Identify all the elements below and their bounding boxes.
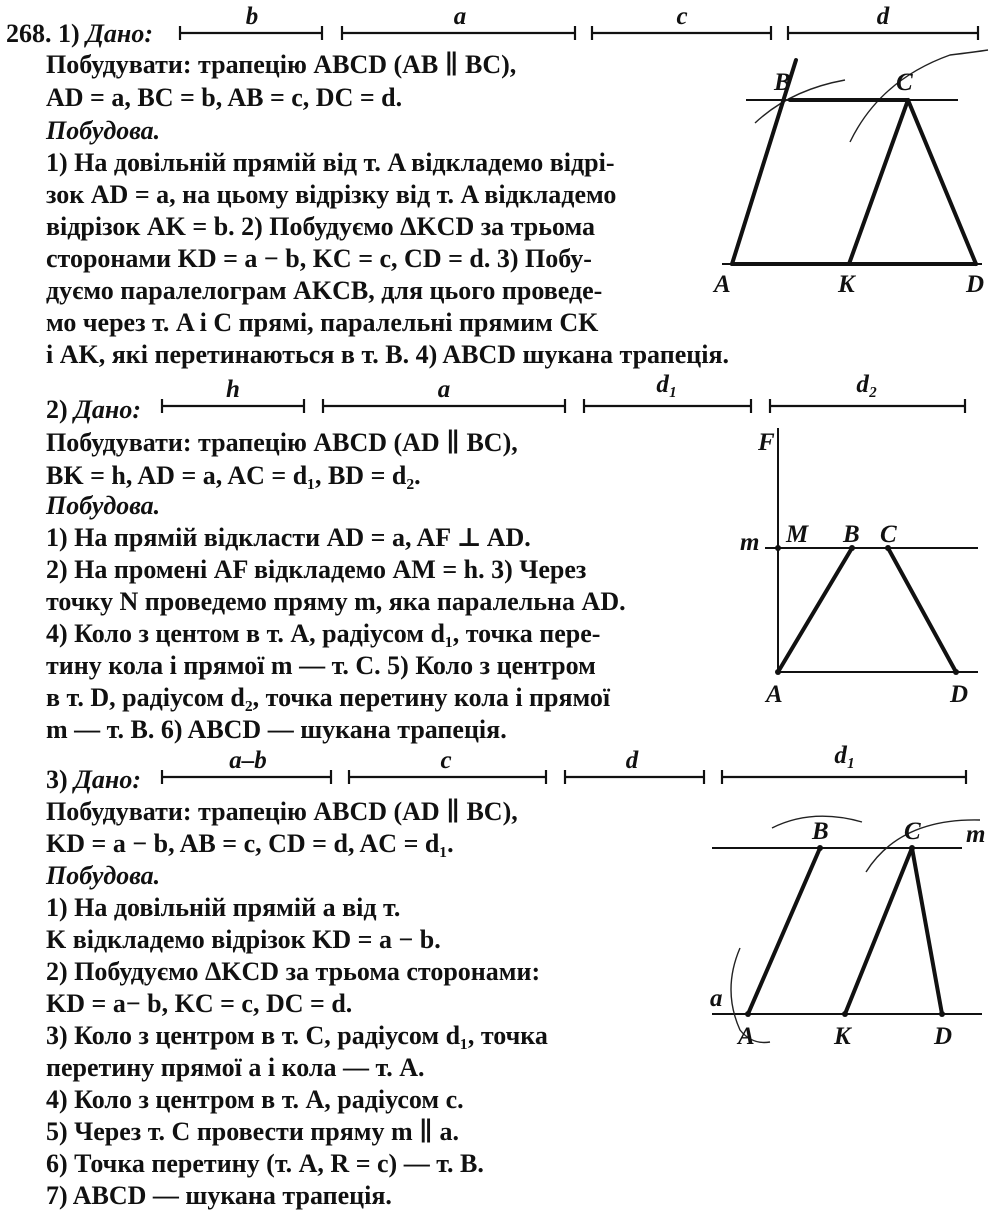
svg-text:B: B [812, 818, 829, 845]
svg-text:m: m [966, 821, 986, 848]
point-d [953, 669, 959, 675]
part3-line: 5) Через т. C провести пряму m ∥ a. [46, 1117, 459, 1146]
part1-line: Побудувати: трапецію ABCD (AB ∥ BC), [46, 50, 517, 79]
part2-given-segments [162, 371, 965, 413]
svg-text:B: B [843, 521, 860, 548]
svg-text:B: B [774, 69, 791, 96]
svg-text:D: D [934, 1023, 953, 1050]
part3-line: 4) Коло з центром в т. A, радіусом c. [46, 1085, 464, 1114]
svg-text:C: C [904, 818, 921, 845]
point-c [909, 845, 915, 851]
svg-text:M: M [786, 521, 809, 548]
segment-c [349, 747, 546, 784]
segment-d1 [584, 371, 751, 413]
svg-text:d₁: d₁ [656, 371, 678, 398]
segment-d [565, 747, 704, 784]
svg-text:d: d [876, 3, 890, 30]
part2-header: 2) Дано: [46, 395, 142, 424]
part1-line: Побудова. [46, 116, 161, 145]
side-cd [888, 548, 956, 672]
svg-text:A: A [766, 681, 783, 708]
part2-line: BK = h, AD = a, AC = d₁, BD = d₂. [46, 461, 421, 490]
svg-text:a: a [453, 3, 467, 30]
segment-d [788, 3, 978, 40]
side-kc [849, 100, 908, 264]
segment-h [162, 376, 304, 413]
part3-line: 3) Коло з центром в т. C, радіусом d₁, точка [46, 1021, 548, 1050]
part3-figure [710, 816, 985, 1050]
part3-line: K відкладемо відрізок KD = a − b. [46, 925, 441, 954]
part2-line: 2) На промені AF відкладемо AM = h. 3) Через [46, 555, 587, 584]
part3-given-segments [162, 742, 966, 784]
part1-line: дуємо паралелограм AKCB, для цього проведе- [46, 276, 603, 305]
svg-text:C: C [896, 69, 913, 96]
part2-line: Побудувати: трапецію ABCD (AD ∥ BC), [46, 428, 518, 457]
point-m [775, 545, 781, 551]
svg-text:b: b [245, 3, 259, 30]
svg-text:F: F [758, 429, 775, 456]
point-a [775, 669, 781, 675]
side-kc [845, 848, 912, 1014]
part2-line: 1) На прямій відкласти AD = a, AF ⊥ AD. [46, 523, 531, 552]
part2-line: в т. D, радіусом d₂, точка перетину кола і прямої [46, 683, 611, 712]
part2-line: Побудова. [46, 491, 161, 520]
part3-line: 1) На довільній прямій a від т. [46, 893, 401, 922]
svg-text:m: m [740, 529, 760, 556]
side-ab [748, 848, 820, 1014]
svg-text:c: c [440, 747, 452, 774]
part1-line: AD = a, BC = b, AB = c, DC = d. [46, 83, 403, 112]
svg-text:d: d [625, 747, 639, 774]
part2-line: точку N проведемо пряму m, яка паралельна AD. [46, 587, 626, 616]
part3-line: Побудова. [46, 861, 161, 890]
svg-text:a–b: a–b [229, 747, 267, 774]
part3-line: Побудувати: трапецію ABCD (AD ∥ BC), [46, 797, 518, 826]
svg-text:K: K [838, 271, 855, 298]
segment-d1 [722, 742, 966, 784]
side-ab [778, 548, 852, 672]
svg-text:a: a [437, 376, 451, 403]
point-k [842, 1011, 848, 1017]
part1-header: 268. 1) Дано: [6, 19, 154, 48]
part1-line: 1) На довільній прямій від т. A відкладемо відрі- [46, 148, 615, 177]
segment-a-minus-b [162, 747, 331, 784]
part3-header: 3) Дано: [46, 765, 142, 794]
svg-text:D: D [966, 271, 985, 298]
svg-text:K: K [834, 1023, 851, 1050]
part2-figure [740, 428, 978, 708]
svg-text:A: A [714, 271, 731, 298]
point-d [939, 1011, 945, 1017]
svg-text:A: A [738, 1023, 755, 1050]
svg-text:D: D [950, 681, 969, 708]
segment-b [180, 3, 322, 40]
point-a [745, 1011, 751, 1017]
arc-c [866, 820, 980, 872]
segment-c [592, 3, 771, 40]
part1-line: сторонами KD = a − b, KC = c, CD = d. 3) Побу- [46, 244, 592, 273]
part2-line: m — т. B. 6) ABCD — шукана трапеція. [46, 715, 507, 744]
side-cd [912, 848, 942, 1014]
part1-line: і AK, які перетинаються в т. B. 4) ABCD шукана трапеція. [46, 340, 730, 369]
part3-line: KD = a− b, KC = c, DC = d. [46, 989, 353, 1018]
part1-line: відрізок AK = b. 2) Побудуємо ΔKCD за трьома [46, 212, 596, 241]
part3-line: 7) ABCD — шукана трапеція. [46, 1181, 392, 1210]
part2-line: тину кола і прямої m — т. C. 5) Коло з центром [46, 651, 596, 680]
part3-line: перетину прямої a і кола — т. A. [46, 1053, 425, 1082]
part3-line: 6) Точка перетину (т. A, R = c) — т. B. [46, 1149, 484, 1178]
segment-d2 [770, 371, 965, 413]
part3-line: 2) Побудуємо ΔKCD за трьома сторонами: [46, 957, 541, 986]
side-cd [908, 100, 976, 264]
part1-figure [712, 50, 988, 298]
part2-line: 4) Коло з центом в т. A, радіусом d₁, точка пере- [46, 619, 601, 648]
part1-line: мо через т. A і C прямі, паралельні прямим CK [46, 308, 599, 337]
segment-a [342, 3, 575, 40]
svg-text:d₁: d₁ [834, 742, 856, 769]
svg-text:C: C [880, 521, 897, 548]
part3-line: KD = a − b, AB = c, CD = d, AC = d₁. [46, 829, 454, 858]
svg-text:h: h [226, 376, 240, 403]
point-b [817, 845, 823, 851]
segment-a [323, 376, 565, 413]
svg-text:d₂: d₂ [856, 371, 878, 398]
part1-line: зок AD = a, на цьому відрізку від т. A відкладемо [46, 180, 617, 209]
problem-number: 268. [6, 19, 52, 48]
svg-text:c: c [676, 3, 688, 30]
part1-given-segments [180, 3, 978, 40]
svg-text:a: a [710, 985, 723, 1012]
